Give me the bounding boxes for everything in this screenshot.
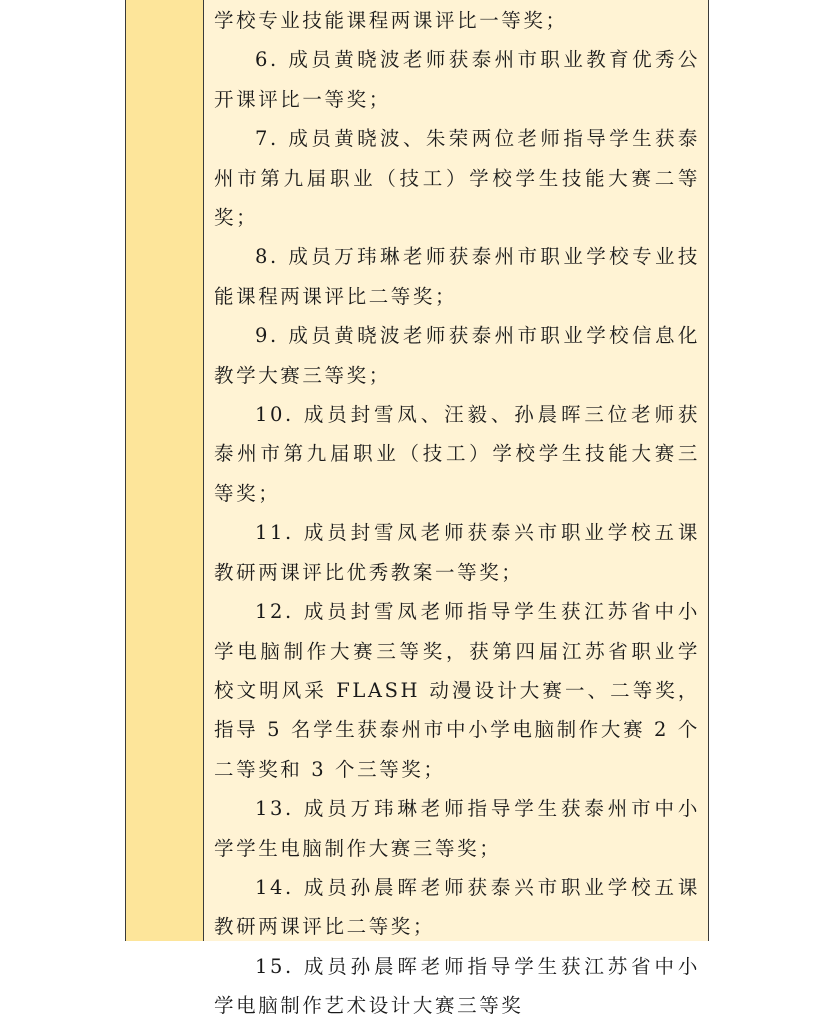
table-label-cell (126, 0, 204, 941)
award-item-9: 9. 成员黄晓波老师获泰州市职业学校信息化教学大赛三等奖； (214, 324, 700, 387)
award-item-12: 12. 成员封雪凤老师指导学生获江苏省中小学电脑制作大赛三等奖，获第四届江苏省职业学校文明风采 FLASH 动漫设计大赛一、二等奖，指导 5 名学生获泰州市中小学电脑制作大赛 2 个二等奖和 3 个三等奖； (214, 600, 700, 781)
award-table (125, 0, 709, 1018)
award-item-8: 8. 成员万玮琳老师获泰州市职业学校专业技能课程两课评比二等奖； (214, 245, 700, 308)
award-item-7: 7. 成员黄晓波、朱荣两位老师指导学生获泰州市第九届职业（技工）学校学生技能大赛二等奖； (214, 127, 700, 230)
award-item-14: 14. 成员孙晨晖老师获泰兴市职业学校五课教研两课评比二等奖； (214, 875, 700, 939)
award-item-6: 6. 成员黄晓波老师获泰州市职业教育优秀公开课评比一等奖； (214, 48, 700, 111)
award-item-11: 11. 成员封雪凤老师获泰兴市职业学校五课教研两课评比优秀教案一等奖； (214, 521, 700, 584)
table-content-cell (204, 0, 708, 1018)
award-list (214, 1, 700, 1026)
award-item-13: 13. 成员万玮琳老师指导学生获泰州市中小学学生电脑制作大赛三等奖； (214, 797, 700, 860)
award-item-15: 15. 成员孙晨晖老师指导学生获江苏省中小学电脑制作艺术设计大赛三等奖 (214, 954, 700, 1018)
award-item-10: 10. 成员封雪凤、汪毅、孙晨晖三位老师获泰州市第九届职业（技工）学校学生技能大赛三等奖； (214, 403, 700, 505)
award-item-5-cont: 学校专业技能课程两课评比一等奖； (214, 9, 568, 32)
